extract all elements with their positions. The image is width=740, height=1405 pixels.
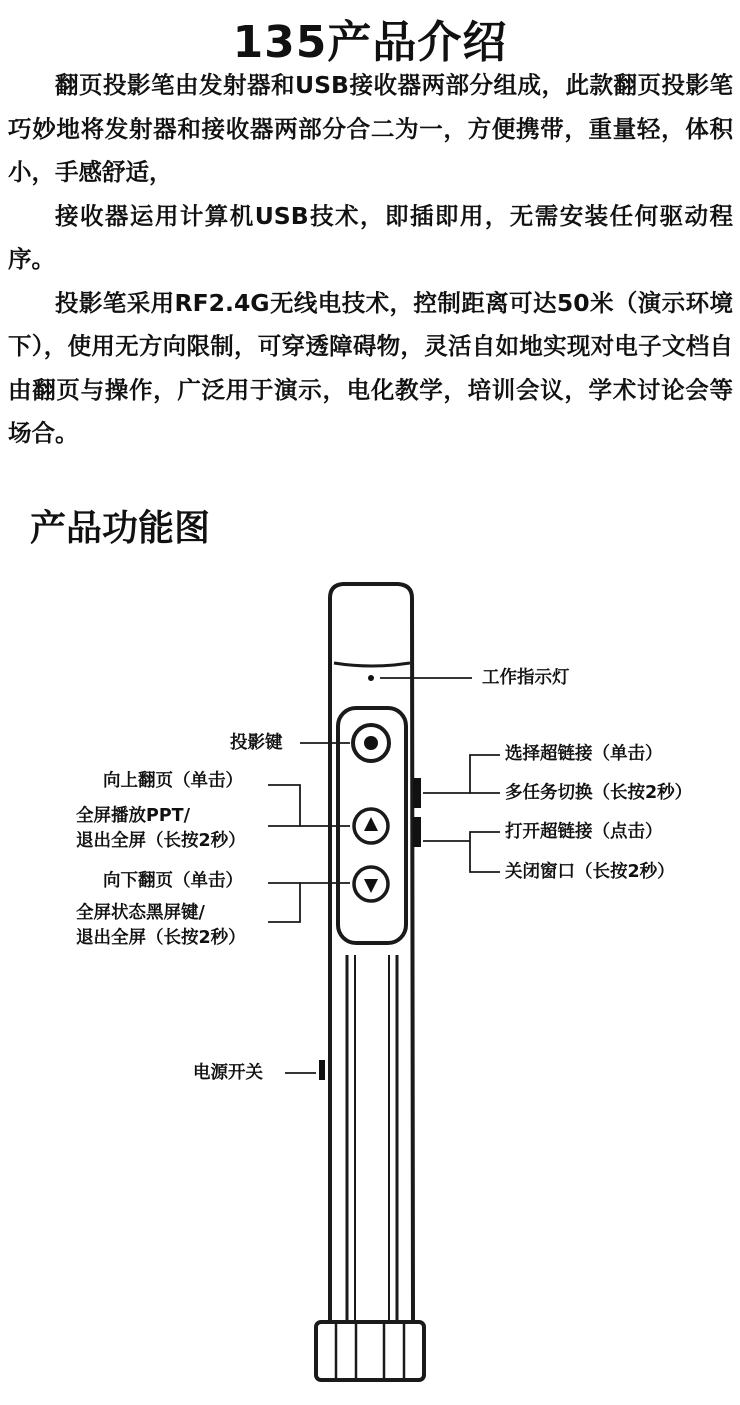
fullscreen-label-1: 全屏播放PPT/: [76, 806, 190, 826]
page-up-label: 向上翻页（单击）: [103, 771, 243, 791]
page-down-label: 向下翻页（单击）: [103, 871, 243, 891]
pen-body-outline: [330, 584, 413, 1322]
power-switch: [319, 1060, 325, 1080]
side-button-1: [413, 778, 421, 808]
pen-end-cap: [316, 1322, 424, 1380]
page-title: 135产品介绍: [232, 17, 508, 68]
task-switch-label: 多任务切换（长按2秒）: [505, 783, 693, 803]
indicator-light-icon: [368, 675, 374, 681]
blackscreen-label-2: 退出全屏（长按2秒）: [76, 928, 246, 948]
power-label: 电源开关: [193, 1063, 263, 1083]
laser-dot-icon: [364, 736, 378, 750]
close-window-label: 关闭窗口（长按2秒）: [505, 862, 675, 882]
fullscreen-label-2: 退出全屏（长按2秒）: [76, 831, 246, 851]
intro-paragraph: 翻页投影笔由发射器和USB接收器两部分组成，此款翻页投影笔巧妙地将发射器和接收器两部分合二为一，方便携带，重量轻，体积小，手感舒适，: [8, 71, 733, 186]
arrow-up-icon: [364, 817, 378, 831]
indicator-label: 工作指示灯: [482, 668, 570, 688]
pen-cap-line: [334, 663, 410, 666]
arrow-down-icon: [364, 879, 378, 893]
select-link-label: 选择超链接（单击）: [505, 744, 663, 764]
intro-paragraph: 投影笔采用RF2.4G无线电技术，控制距离可达50米（演示环境下），使用无方向限制，可穿透障碍物，灵活自如地实现对电子文档自由翻页与操作，广泛用于演示，电化教学，培训会议，学术讨论会等场合。: [8, 288, 733, 447]
blackscreen-label-1: 全屏状态黑屏键/: [76, 903, 205, 923]
intro-paragraph: 接收器运用计算机USB技术，即插即用，无需安装任何驱动程序。: [8, 201, 733, 273]
side-button-2: [413, 817, 421, 847]
laser-label: 投影键: [230, 733, 283, 753]
section-title: 产品功能图: [30, 508, 211, 549]
open-link-label: 打开超链接（点击）: [505, 822, 663, 842]
presenter-pen: [316, 584, 424, 1380]
